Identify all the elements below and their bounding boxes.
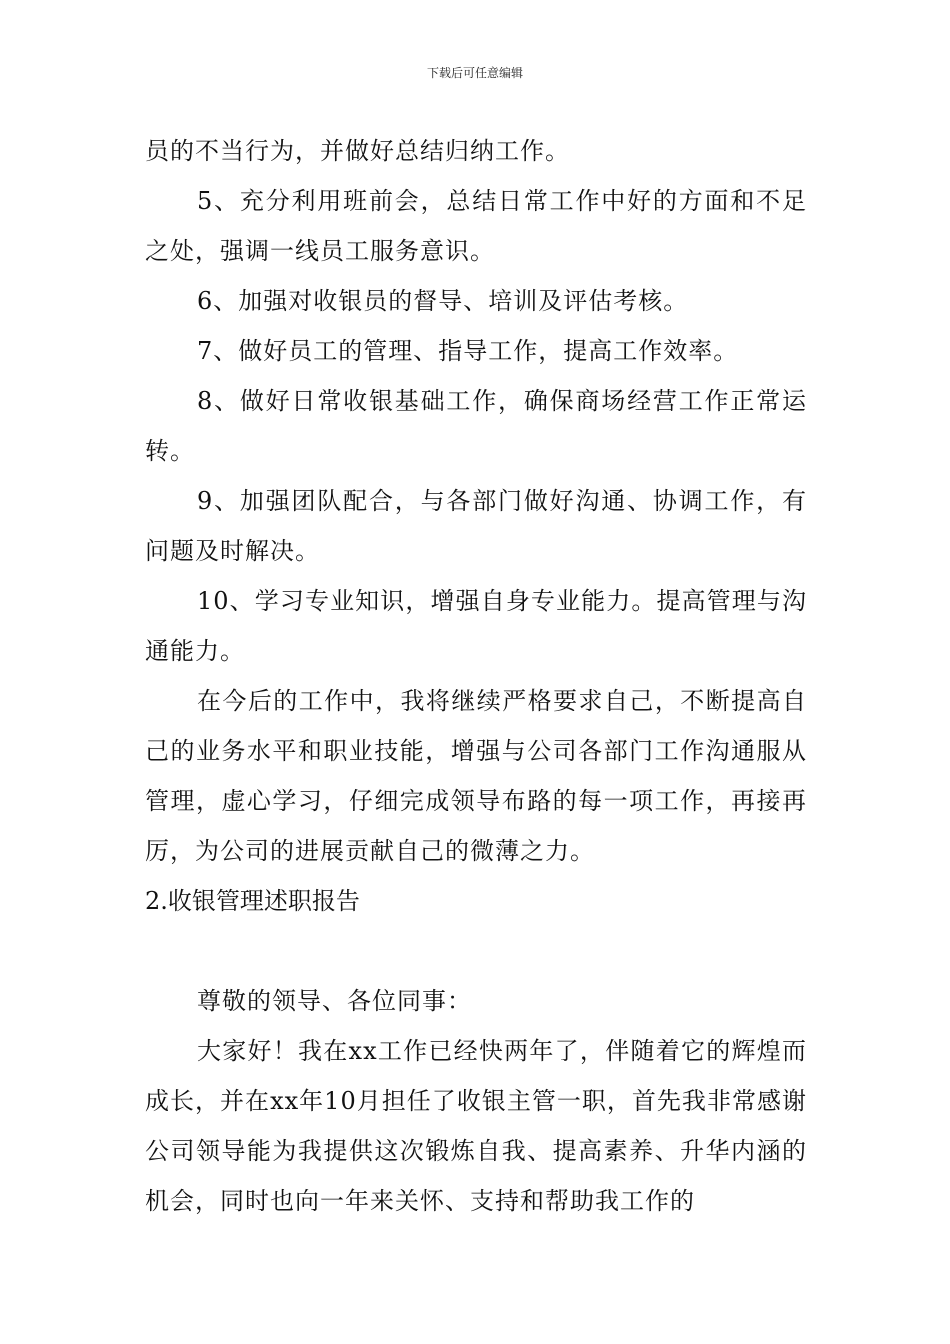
paragraph-continuation: 员的不当行为，并做好总结归纳工作。 [145, 137, 570, 165]
list-item-9: 9、加强团队配合，与各部门做好沟通、协调工作，有问题及时解决。 [145, 487, 807, 565]
list-item-5: 5、充分利用班前会，总结日常工作中好的方面和不足之处，强调一线员工服务意识。 [145, 187, 807, 265]
list-item-10: 10、学习专业知识，增强自身专业能力。提高管理与沟通能力。 [145, 587, 807, 665]
section-title: 2.收银管理述职报告 [145, 887, 360, 915]
page-header: 下载后可任意编辑 [426, 66, 523, 80]
list-item-8: 8、做好日常收银基础工作，确保商场经营工作正常运转。 [145, 387, 807, 465]
list-item-6: 6、加强对收银员的督导、培训及评估考核。 [197, 287, 689, 315]
closing-paragraph: 在今后的工作中，我将继续严格要求自己，不断提高自己的业务水平和职业技能，增强与公司各部门工作沟通服从管理，虚心学习，仔细完成领导布路的每一项工作，再接再厉，为公司的进展贡献自己的微薄之力。 [145, 687, 807, 865]
document-body [145, 126, 807, 1226]
list-item-7: 7、做好员工的管理、指导工作，提高工作效率。 [197, 337, 739, 365]
greeting: 尊敬的领导、各位同事： [197, 987, 472, 1015]
report-body-paragraph: 大家好！我在xx工作已经快两年了，伴随着它的辉煌而成长，并在xx年10月担任了收银主管一职，首先我非常感谢公司领导能为我提供这次锻炼自我、提高素养、升华内涵的机会，同时也向一年来关怀、支持和帮助我工作的 [145, 1037, 807, 1215]
blank-line [145, 926, 807, 976]
